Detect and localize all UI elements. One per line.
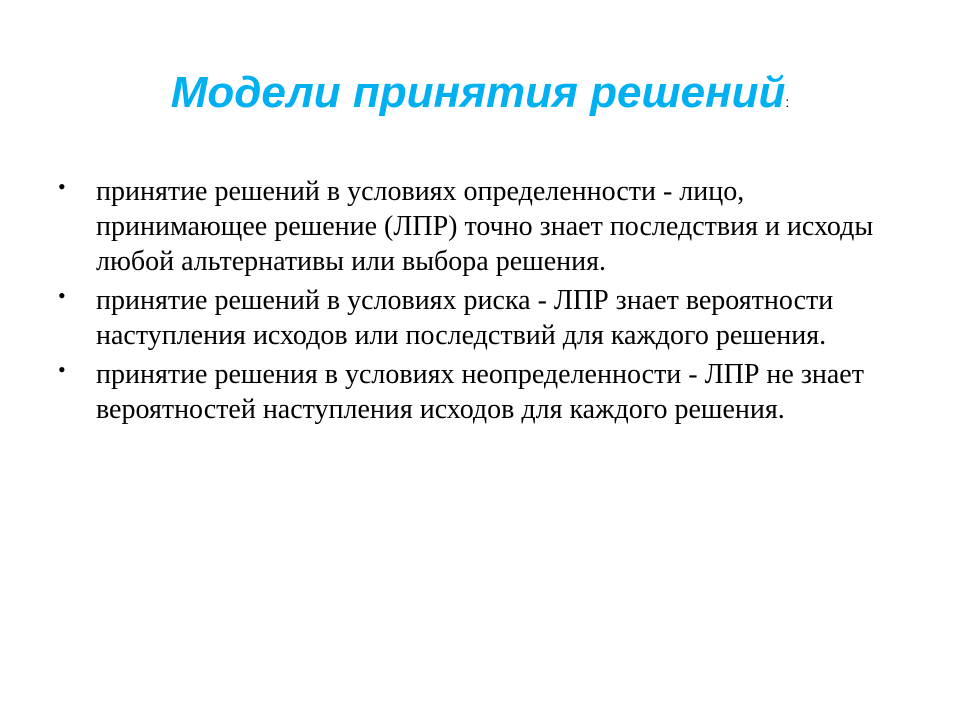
- list-item: [58, 283, 908, 353]
- list-item: [58, 357, 908, 427]
- title-text: Модели принятия решений: [170, 68, 786, 117]
- bullet-icon: •: [58, 174, 66, 199]
- bullet-text: принятие решения в условиях неопределенности - ЛПР не знает вероятностей наступления исходов для каждого решения.: [96, 359, 864, 425]
- bullet-text: принятие решений в условиях определенности - лицо, принимающее решение (ЛПР) точно знает последствия и исходы любой альтернативы или выбора решения.: [96, 176, 874, 277]
- slide-title: [0, 66, 960, 129]
- bullet-list: [58, 174, 908, 431]
- bullet-icon: •: [58, 283, 66, 308]
- title-colon: :: [785, 94, 790, 110]
- list-item: [58, 174, 908, 279]
- bullet-icon: •: [58, 357, 66, 382]
- bullet-text: принятие решений в условиях риска - ЛПР знает вероятности наступления исходов или последствий для каждого решения.: [96, 285, 834, 351]
